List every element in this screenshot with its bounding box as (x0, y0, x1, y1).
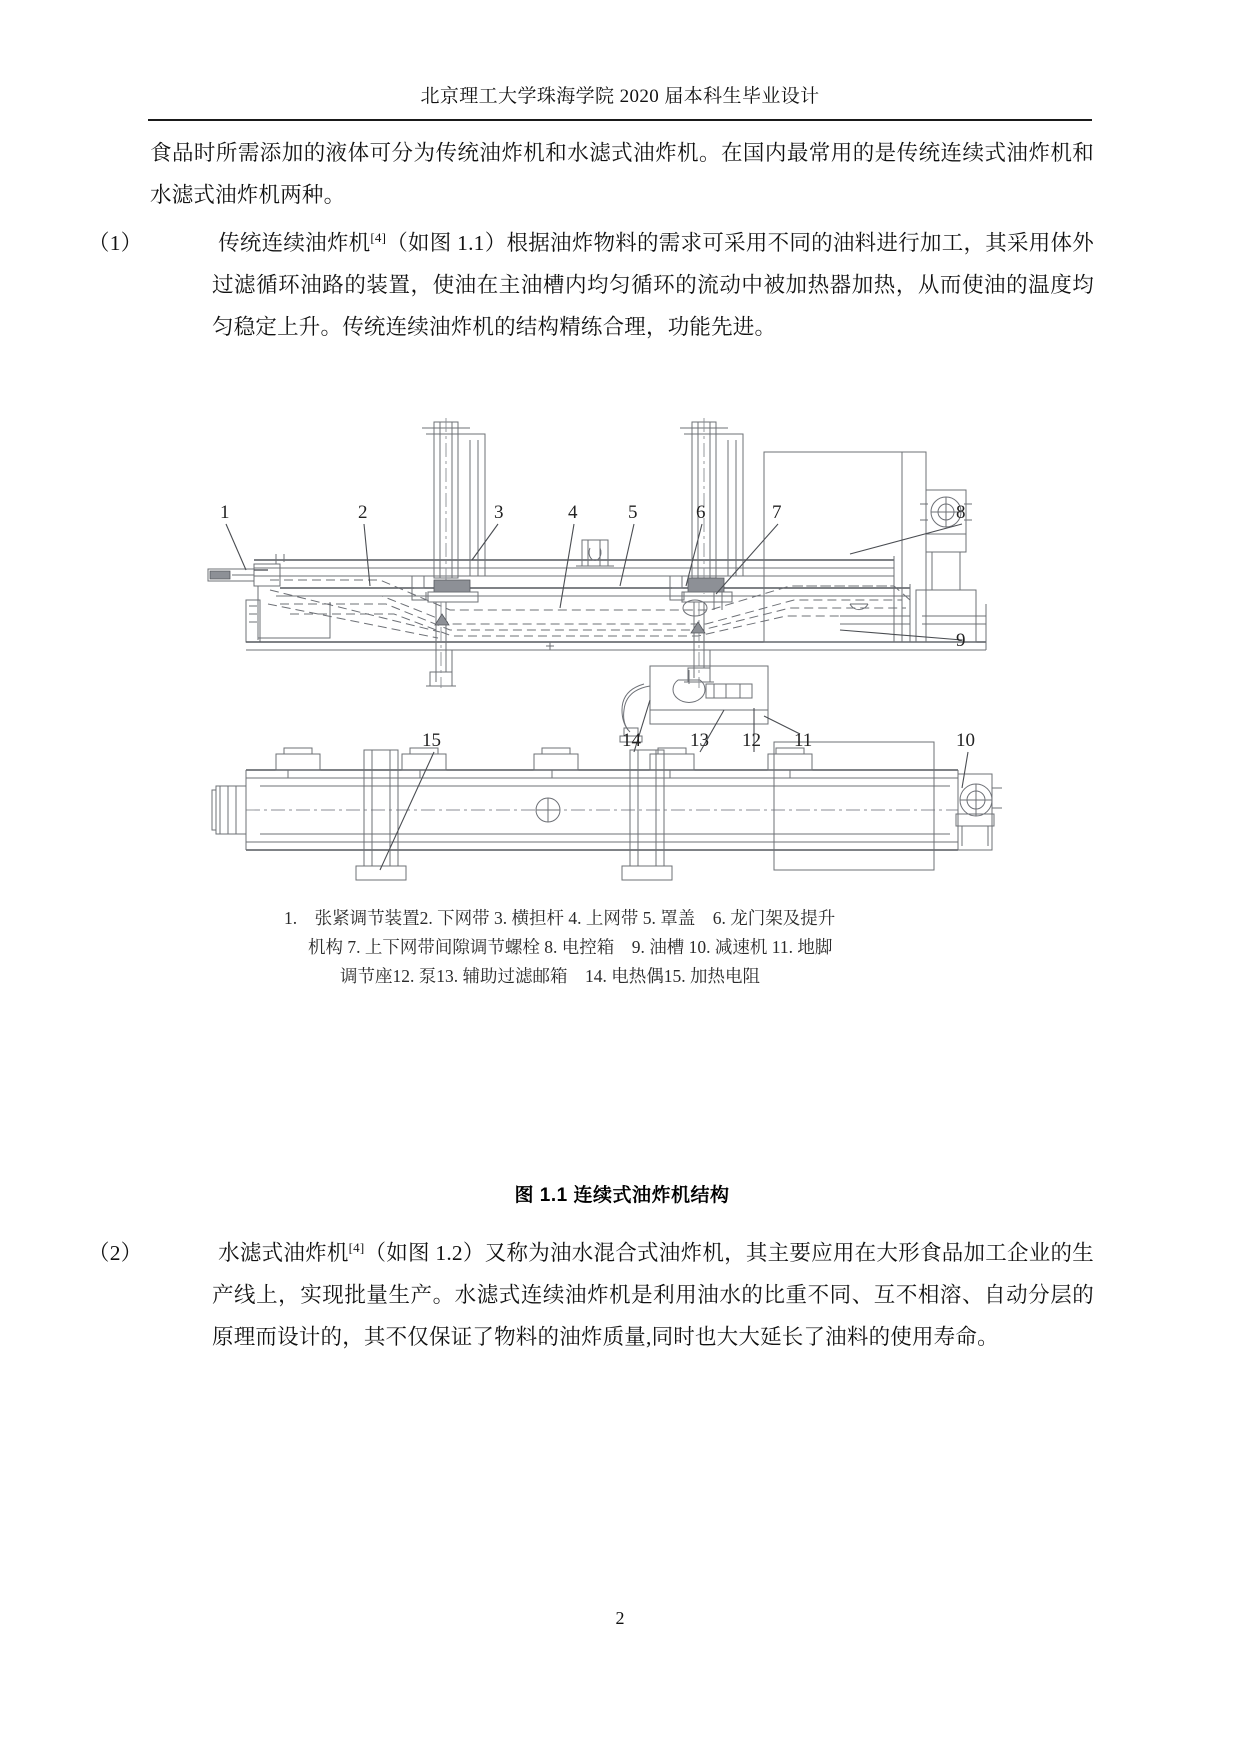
callout-number: 7 (772, 502, 782, 523)
item-1-lead: 传统连续油炸机 (218, 231, 371, 255)
paragraph-intro: 食品时所需添加的液体可分为传统油炸机和水滤式油炸机。在国内最常用的是传统连续式油炸机和水滤式油炸机两种。 (150, 141, 1094, 207)
figure-1-1 (150, 418, 1094, 991)
callout-number: 9 (956, 630, 966, 651)
figure-legend-line-2: 机构 7. 上下网带间隙调节螺栓 8. 电控箱 9. 油槽 10. 减速机 11. 地脚 (308, 937, 833, 957)
callout-leaders-lower (380, 700, 968, 870)
callout-number: 14 (622, 730, 641, 751)
control-cabinet (764, 452, 926, 642)
figure-legend-line-3: 调节座12. 泵13. 辅助过滤邮箱 14. 电热偶15. 加热电阻 (340, 966, 760, 986)
callout-number: 1 (220, 502, 230, 523)
page-number: 2 (615, 1608, 625, 1628)
paragraph-item-2 (88, 1232, 1094, 1358)
callout-number: 5 (628, 502, 638, 523)
paragraph-item-1 (88, 222, 1094, 348)
gantry-column-left (412, 418, 485, 688)
right-drive-unit (916, 490, 976, 642)
callout-number: 15 (422, 730, 441, 751)
cover-latch (576, 540, 614, 566)
gantry-column-right (670, 418, 743, 688)
callout-number: 3 (494, 502, 504, 523)
callout-number: 13 (690, 730, 709, 751)
callout-number: 2 (358, 502, 368, 523)
figure-1-1-drawing (150, 418, 1094, 888)
callout-number: 8 (956, 502, 966, 523)
upper-assembly (208, 418, 986, 688)
item-1-number: （1） (88, 231, 143, 255)
callout-leaders-upper (226, 524, 962, 640)
body-content-lower (88, 1232, 1094, 1358)
item-2-lead: 水滤式油炸机 (218, 1241, 349, 1265)
header-rule (148, 119, 1092, 121)
item-1-text: （如图 1.1）根据油炸物料的需求可采用不同的油料进行加工，其采用体外过滤循环油路的装置，使油在主油槽内均匀循环的流动中被加热器加热，从而使油的温度均匀稳定上升。传统连续油炸机的结构精练合理，功能先进。 (212, 231, 1094, 339)
callout-numbers (220, 502, 975, 751)
running-header (0, 86, 1240, 109)
callout-number: 10 (956, 730, 975, 751)
callout-number: 11 (794, 730, 813, 751)
lower-assembly (212, 666, 1002, 880)
figure-caption: 图 1.1 连续式油炸机结构 (514, 1185, 730, 1206)
body-content-upper (88, 132, 1094, 348)
callout-number: 12 (742, 730, 761, 751)
item-1-reference-marker: [4] (370, 229, 387, 245)
callout-number: 6 (696, 502, 706, 523)
item-2-text: （如图 1.2）又称为油水混合式油炸机，其主要应用在大形食品加工企业的生产线上，实现批量生产。水滤式连续油炸机是利用油水的比重不同、互不相溶、自动分层的原理而设计的，其不仅保证了物料的油炸质量,同时也大大延长了油料的使用寿命。 (212, 1241, 1094, 1349)
item-2-reference-marker: [4] (348, 1239, 365, 1255)
figure-legend-line-1: 1. 张紧调节装置2. 下网带 3. 横担杆 4. 上网带 5. 罩盖 6. 龙门架及提升 (284, 908, 836, 928)
item-2-number: （2） (88, 1241, 143, 1265)
header-title: 北京理工大学珠海学院 2020 届本科生毕业设计 (420, 86, 820, 107)
callout-number: 4 (568, 502, 578, 523)
figure-legend (272, 904, 972, 991)
